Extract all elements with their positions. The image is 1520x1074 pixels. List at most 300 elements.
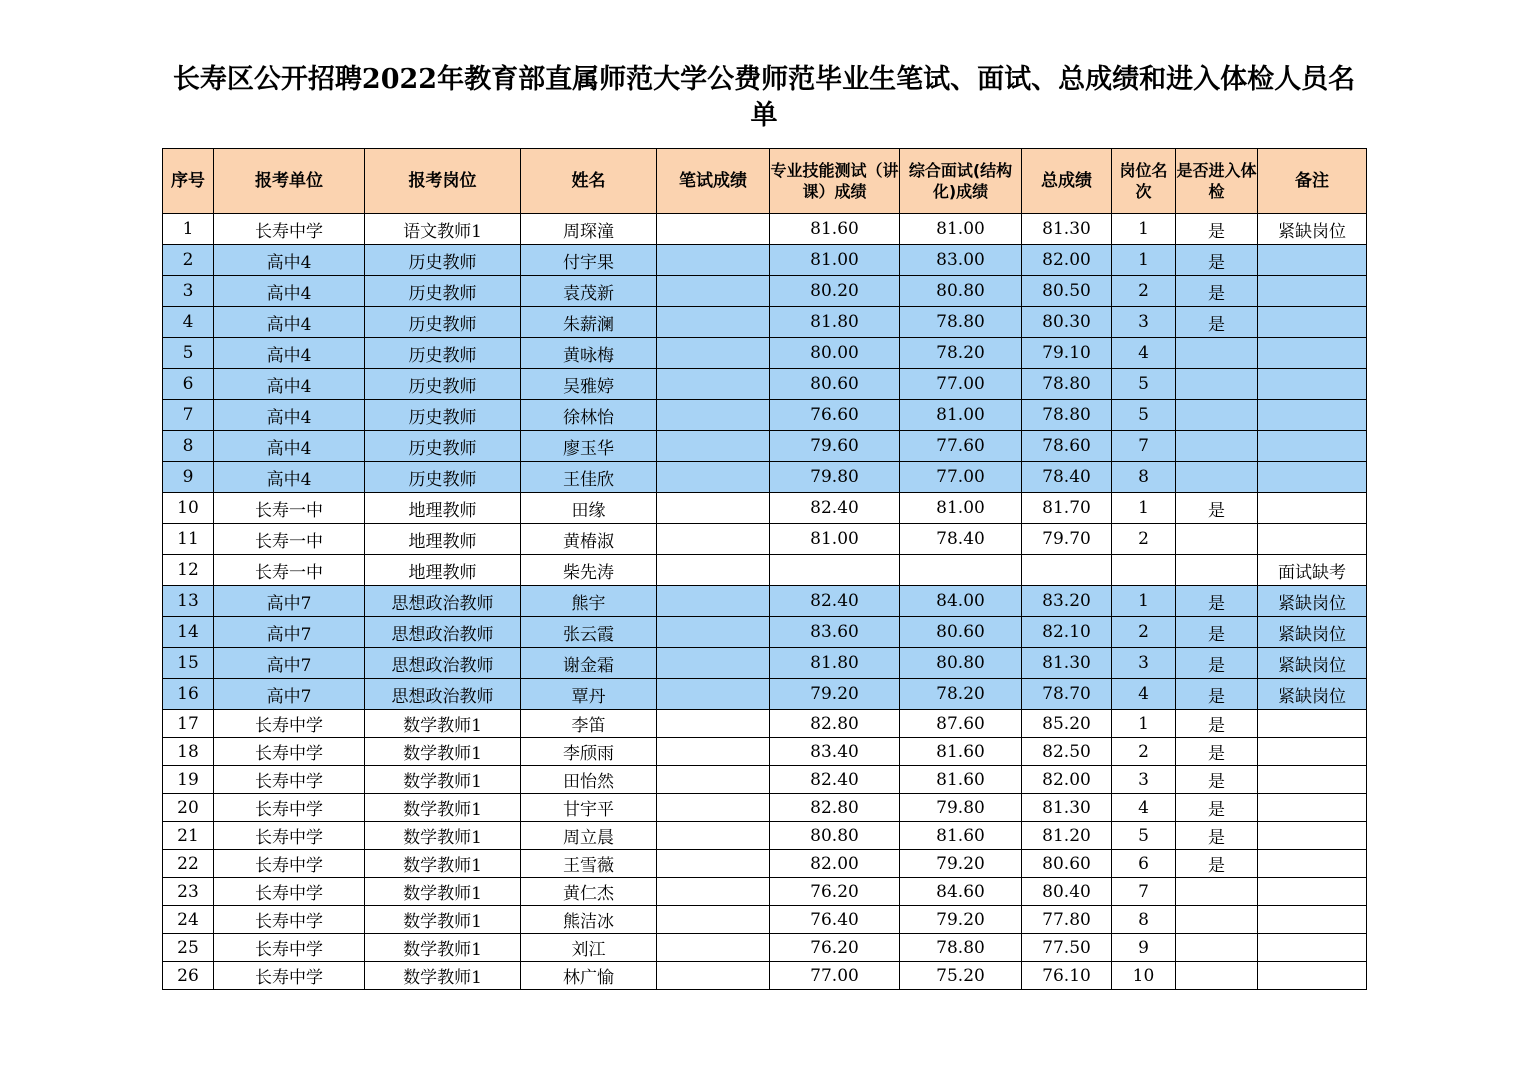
cell-exam: 是: [1176, 276, 1258, 307]
cell-unit: 高中4: [214, 307, 365, 338]
cell-no: 23: [163, 878, 214, 906]
cell-total: 82.50: [1022, 738, 1112, 766]
cell-no: 14: [163, 617, 214, 648]
cell-rank: 5: [1112, 369, 1176, 400]
cell-no: 24: [163, 906, 214, 934]
cell-name: 田怡然: [521, 766, 657, 794]
cell-skill: 80.80: [770, 822, 900, 850]
table-row: [163, 369, 1367, 400]
cell-total: 81.30: [1022, 648, 1112, 679]
header-cell: 笔试成绩: [657, 149, 770, 214]
cell-interview: 80.80: [900, 648, 1022, 679]
cell-name: 李笛: [521, 710, 657, 738]
cell-unit: 高中4: [214, 431, 365, 462]
cell-note: [1258, 934, 1367, 962]
cell-note: 紧缺岗位: [1258, 586, 1367, 617]
table-row: [163, 679, 1367, 710]
page-title: 长寿区公开招聘2022年教育部直属师范大学公费师范毕业生笔试、面试、总成绩和进入体检人员名单: [172, 64, 1356, 131]
cell-name: 覃丹: [521, 679, 657, 710]
cell-interview: [900, 555, 1022, 586]
cell-name: 黄仁杰: [521, 878, 657, 906]
cell-post: 历史教师: [365, 400, 521, 431]
table-row: [163, 617, 1367, 648]
table-row: [163, 962, 1367, 990]
cell-interview: 77.00: [900, 369, 1022, 400]
cell-total: 80.40: [1022, 878, 1112, 906]
cell-unit: 高中4: [214, 400, 365, 431]
table-row: [163, 850, 1367, 878]
cell-note: 紧缺岗位: [1258, 648, 1367, 679]
cell-interview: 81.00: [900, 493, 1022, 524]
cell-exam: 是: [1176, 766, 1258, 794]
cell-interview: 84.60: [900, 878, 1022, 906]
cell-total: 81.30: [1022, 794, 1112, 822]
cell-interview: 79.80: [900, 794, 1022, 822]
cell-exam: 是: [1176, 822, 1258, 850]
cell-note: [1258, 906, 1367, 934]
cell-no: 8: [163, 431, 214, 462]
cell-no: 1: [163, 214, 214, 245]
cell-unit: 长寿中学: [214, 738, 365, 766]
cell-interview: 78.40: [900, 524, 1022, 555]
cell-rank: 7: [1112, 431, 1176, 462]
cell-post: 历史教师: [365, 462, 521, 493]
cell-total: 78.70: [1022, 679, 1112, 710]
cell-interview: 80.80: [900, 276, 1022, 307]
cell-name: 张云霞: [521, 617, 657, 648]
cell-name: 王佳欣: [521, 462, 657, 493]
cell-note: [1258, 738, 1367, 766]
cell-unit: 高中4: [214, 245, 365, 276]
cell-post: 数学教师1: [365, 850, 521, 878]
cell-unit: 长寿中学: [214, 794, 365, 822]
cell-written: [657, 400, 770, 431]
cell-no: 13: [163, 586, 214, 617]
results-table: [162, 148, 1367, 990]
cell-interview: 78.80: [900, 307, 1022, 338]
cell-note: [1258, 338, 1367, 369]
header-cell: 总成绩: [1022, 149, 1112, 214]
cell-unit: 长寿中学: [214, 962, 365, 990]
cell-interview: 77.00: [900, 462, 1022, 493]
cell-no: 21: [163, 822, 214, 850]
cell-note: 紧缺岗位: [1258, 617, 1367, 648]
table-row: [163, 878, 1367, 906]
cell-rank: 4: [1112, 794, 1176, 822]
cell-rank: 1: [1112, 214, 1176, 245]
cell-no: 12: [163, 555, 214, 586]
cell-total: 81.30: [1022, 214, 1112, 245]
cell-rank: 4: [1112, 679, 1176, 710]
cell-unit: 长寿中学: [214, 906, 365, 934]
cell-interview: 75.20: [900, 962, 1022, 990]
cell-exam: [1176, 906, 1258, 934]
cell-total: 82.00: [1022, 766, 1112, 794]
cell-total: 80.50: [1022, 276, 1112, 307]
cell-unit: 长寿中学: [214, 710, 365, 738]
cell-name: 林广愉: [521, 962, 657, 990]
cell-no: 3: [163, 276, 214, 307]
cell-interview: 83.00: [900, 245, 1022, 276]
cell-rank: 2: [1112, 738, 1176, 766]
cell-rank: 10: [1112, 962, 1176, 990]
cell-skill: 80.60: [770, 369, 900, 400]
table-row: [163, 493, 1367, 524]
cell-rank: 5: [1112, 822, 1176, 850]
cell-post: 历史教师: [365, 276, 521, 307]
cell-name: 周琛潼: [521, 214, 657, 245]
cell-note: [1258, 710, 1367, 738]
cell-total: [1022, 555, 1112, 586]
cell-unit: 长寿中学: [214, 822, 365, 850]
cell-skill: 81.80: [770, 648, 900, 679]
cell-rank: 8: [1112, 906, 1176, 934]
cell-rank: 9: [1112, 934, 1176, 962]
cell-no: 2: [163, 245, 214, 276]
cell-note: 紧缺岗位: [1258, 679, 1367, 710]
header-cell: 备注: [1258, 149, 1367, 214]
cell-unit: 高中7: [214, 586, 365, 617]
cell-no: 11: [163, 524, 214, 555]
table-row: [163, 710, 1367, 738]
cell-name: 熊洁冰: [521, 906, 657, 934]
cell-interview: 84.00: [900, 586, 1022, 617]
cell-written: [657, 679, 770, 710]
cell-name: 王雪薇: [521, 850, 657, 878]
cell-total: 85.20: [1022, 710, 1112, 738]
cell-exam: 是: [1176, 648, 1258, 679]
cell-rank: [1112, 555, 1176, 586]
cell-note: [1258, 822, 1367, 850]
cell-unit: 高中7: [214, 617, 365, 648]
cell-written: [657, 738, 770, 766]
cell-interview: 78.20: [900, 679, 1022, 710]
table-row: [163, 822, 1367, 850]
cell-written: [657, 586, 770, 617]
table-row: [163, 648, 1367, 679]
cell-written: [657, 648, 770, 679]
cell-rank: 1: [1112, 710, 1176, 738]
cell-skill: 76.60: [770, 400, 900, 431]
header-row: [163, 149, 1367, 214]
cell-post: 历史教师: [365, 431, 521, 462]
cell-name: 田缘: [521, 493, 657, 524]
cell-note: [1258, 307, 1367, 338]
cell-exam: 是: [1176, 710, 1258, 738]
cell-post: 地理教师: [365, 555, 521, 586]
cell-post: 历史教师: [365, 338, 521, 369]
cell-written: [657, 794, 770, 822]
cell-total: 77.50: [1022, 934, 1112, 962]
header-cell: 岗位名次: [1112, 149, 1176, 214]
cell-total: 80.30: [1022, 307, 1112, 338]
cell-exam: 是: [1176, 679, 1258, 710]
cell-written: [657, 962, 770, 990]
cell-written: [657, 524, 770, 555]
cell-no: 15: [163, 648, 214, 679]
cell-rank: 1: [1112, 493, 1176, 524]
table-row: [163, 462, 1367, 493]
cell-note: [1258, 962, 1367, 990]
cell-post: 历史教师: [365, 307, 521, 338]
cell-skill: 77.00: [770, 962, 900, 990]
cell-name: 付宇果: [521, 245, 657, 276]
cell-rank: 1: [1112, 245, 1176, 276]
cell-note: [1258, 878, 1367, 906]
cell-written: [657, 934, 770, 962]
table-body: [163, 214, 1367, 990]
cell-written: [657, 822, 770, 850]
table-row: [163, 934, 1367, 962]
table-row: [163, 400, 1367, 431]
cell-post: 数学教师1: [365, 962, 521, 990]
cell-unit: 高中4: [214, 338, 365, 369]
cell-no: 25: [163, 934, 214, 962]
cell-skill: 80.00: [770, 338, 900, 369]
cell-total: 78.80: [1022, 400, 1112, 431]
table-row: [163, 586, 1367, 617]
cell-exam: [1176, 338, 1258, 369]
table-row: [163, 307, 1367, 338]
cell-unit: 长寿中学: [214, 766, 365, 794]
cell-post: 思想政治教师: [365, 648, 521, 679]
cell-skill: 82.80: [770, 794, 900, 822]
cell-no: 5: [163, 338, 214, 369]
cell-post: 数学教师1: [365, 822, 521, 850]
cell-exam: 是: [1176, 214, 1258, 245]
cell-no: 6: [163, 369, 214, 400]
cell-no: 26: [163, 962, 214, 990]
cell-exam: 是: [1176, 307, 1258, 338]
cell-exam: 是: [1176, 245, 1258, 276]
cell-interview: 77.60: [900, 431, 1022, 462]
cell-no: 17: [163, 710, 214, 738]
cell-unit: 长寿中学: [214, 214, 365, 245]
cell-exam: 是: [1176, 586, 1258, 617]
table-row: [163, 738, 1367, 766]
cell-rank: 8: [1112, 462, 1176, 493]
cell-interview: 81.00: [900, 214, 1022, 245]
table-row: [163, 794, 1367, 822]
cell-skill: 80.20: [770, 276, 900, 307]
cell-no: 18: [163, 738, 214, 766]
cell-name: 周立晨: [521, 822, 657, 850]
cell-note: [1258, 850, 1367, 878]
cell-skill: 83.40: [770, 738, 900, 766]
cell-unit: 长寿中学: [214, 934, 365, 962]
cell-written: [657, 710, 770, 738]
cell-post: 数学教师1: [365, 934, 521, 962]
cell-skill: 81.80: [770, 307, 900, 338]
header-cell: 综合面试(结构化)成绩: [900, 149, 1022, 214]
cell-written: [657, 369, 770, 400]
cell-exam: [1176, 369, 1258, 400]
cell-post: 思想政治教师: [365, 617, 521, 648]
cell-total: 76.10: [1022, 962, 1112, 990]
cell-total: 82.00: [1022, 245, 1112, 276]
cell-rank: 3: [1112, 307, 1176, 338]
cell-post: 数学教师1: [365, 906, 521, 934]
cell-total: 78.60: [1022, 431, 1112, 462]
cell-written: [657, 214, 770, 245]
cell-written: [657, 245, 770, 276]
header-cell: 序号: [163, 149, 214, 214]
cell-written: [657, 878, 770, 906]
cell-no: 16: [163, 679, 214, 710]
cell-total: 81.20: [1022, 822, 1112, 850]
cell-name: 李颀雨: [521, 738, 657, 766]
cell-unit: 长寿一中: [214, 555, 365, 586]
cell-total: 81.70: [1022, 493, 1112, 524]
cell-exam: 是: [1176, 850, 1258, 878]
cell-post: 地理教师: [365, 493, 521, 524]
cell-note: [1258, 400, 1367, 431]
cell-skill: 81.60: [770, 214, 900, 245]
cell-exam: [1176, 962, 1258, 990]
cell-rank: 3: [1112, 766, 1176, 794]
cell-interview: 81.00: [900, 400, 1022, 431]
cell-no: 22: [163, 850, 214, 878]
cell-rank: 2: [1112, 617, 1176, 648]
cell-name: 朱薪澜: [521, 307, 657, 338]
cell-written: [657, 462, 770, 493]
cell-post: 数学教师1: [365, 878, 521, 906]
cell-no: 4: [163, 307, 214, 338]
cell-exam: [1176, 524, 1258, 555]
cell-skill: 79.80: [770, 462, 900, 493]
cell-interview: 78.80: [900, 934, 1022, 962]
cell-name: 徐林怡: [521, 400, 657, 431]
cell-post: 语文教师1: [365, 214, 521, 245]
table-row: [163, 906, 1367, 934]
cell-name: 廖玉华: [521, 431, 657, 462]
cell-note: [1258, 766, 1367, 794]
cell-exam: [1176, 878, 1258, 906]
cell-skill: 82.80: [770, 710, 900, 738]
cell-total: 80.60: [1022, 850, 1112, 878]
cell-name: 柴先涛: [521, 555, 657, 586]
cell-post: 历史教师: [365, 369, 521, 400]
cell-exam: 是: [1176, 794, 1258, 822]
table-row: [163, 555, 1367, 586]
cell-interview: 87.60: [900, 710, 1022, 738]
cell-total: 79.70: [1022, 524, 1112, 555]
table-row: [163, 766, 1367, 794]
cell-interview: 81.60: [900, 766, 1022, 794]
cell-note: [1258, 524, 1367, 555]
cell-written: [657, 555, 770, 586]
table-row: [163, 214, 1367, 245]
cell-name: 刘江: [521, 934, 657, 962]
cell-exam: [1176, 400, 1258, 431]
cell-note: [1258, 794, 1367, 822]
cell-written: [657, 276, 770, 307]
cell-skill: 82.40: [770, 766, 900, 794]
cell-note: 面试缺考: [1258, 555, 1367, 586]
table-row: [163, 245, 1367, 276]
cell-unit: 长寿中学: [214, 850, 365, 878]
cell-skill: 81.00: [770, 524, 900, 555]
cell-post: 历史教师: [365, 245, 521, 276]
cell-no: 20: [163, 794, 214, 822]
cell-note: [1258, 276, 1367, 307]
cell-exam: 是: [1176, 738, 1258, 766]
cell-note: [1258, 431, 1367, 462]
cell-post: 思想政治教师: [365, 679, 521, 710]
cell-total: 77.80: [1022, 906, 1112, 934]
cell-rank: 5: [1112, 400, 1176, 431]
cell-written: [657, 906, 770, 934]
cell-rank: 2: [1112, 524, 1176, 555]
cell-exam: [1176, 555, 1258, 586]
cell-no: 19: [163, 766, 214, 794]
cell-exam: [1176, 934, 1258, 962]
cell-interview: 79.20: [900, 906, 1022, 934]
cell-skill: 82.00: [770, 850, 900, 878]
cell-name: 谢金霜: [521, 648, 657, 679]
cell-no: 10: [163, 493, 214, 524]
cell-total: 78.80: [1022, 369, 1112, 400]
cell-unit: 长寿一中: [214, 493, 365, 524]
cell-interview: 78.20: [900, 338, 1022, 369]
cell-unit: 长寿一中: [214, 524, 365, 555]
cell-unit: 高中7: [214, 679, 365, 710]
table-row: [163, 338, 1367, 369]
header-cell: 姓名: [521, 149, 657, 214]
cell-rank: 6: [1112, 850, 1176, 878]
table-row: [163, 431, 1367, 462]
cell-no: 7: [163, 400, 214, 431]
cell-skill: 76.20: [770, 934, 900, 962]
cell-rank: 4: [1112, 338, 1176, 369]
cell-total: 78.40: [1022, 462, 1112, 493]
cell-total: 82.10: [1022, 617, 1112, 648]
cell-name: 吴雅婷: [521, 369, 657, 400]
cell-name: 黄椿淑: [521, 524, 657, 555]
header-cell: 报考单位: [214, 149, 365, 214]
cell-name: 黄咏梅: [521, 338, 657, 369]
cell-skill: 82.40: [770, 586, 900, 617]
cell-note: [1258, 369, 1367, 400]
cell-rank: 2: [1112, 276, 1176, 307]
cell-interview: 80.60: [900, 617, 1022, 648]
cell-note: 紧缺岗位: [1258, 214, 1367, 245]
cell-written: [657, 617, 770, 648]
cell-written: [657, 493, 770, 524]
cell-rank: 7: [1112, 878, 1176, 906]
table-row: [163, 276, 1367, 307]
cell-name: 甘宇平: [521, 794, 657, 822]
cell-skill: 81.00: [770, 245, 900, 276]
cell-post: 数学教师1: [365, 794, 521, 822]
cell-skill: 79.20: [770, 679, 900, 710]
cell-unit: 高中7: [214, 648, 365, 679]
cell-post: 数学教师1: [365, 766, 521, 794]
cell-note: [1258, 245, 1367, 276]
cell-post: 数学教师1: [365, 710, 521, 738]
table-row: [163, 524, 1367, 555]
cell-skill: 83.60: [770, 617, 900, 648]
cell-post: 思想政治教师: [365, 586, 521, 617]
cell-no: 9: [163, 462, 214, 493]
cell-total: 83.20: [1022, 586, 1112, 617]
cell-skill: [770, 555, 900, 586]
cell-exam: [1176, 462, 1258, 493]
cell-interview: 81.60: [900, 822, 1022, 850]
cell-note: [1258, 493, 1367, 524]
cell-exam: 是: [1176, 617, 1258, 648]
header-cell: 是否进入体检: [1176, 149, 1258, 214]
